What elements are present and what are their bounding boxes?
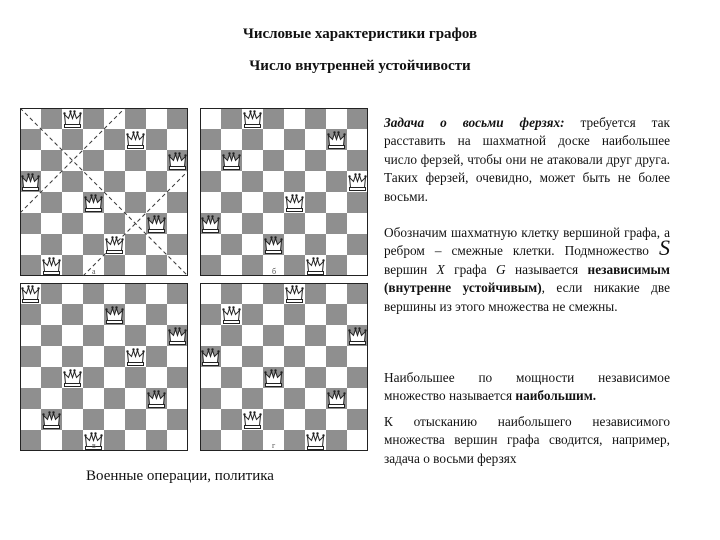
- board-square: [347, 388, 368, 409]
- board-square: [221, 283, 242, 304]
- board-square: [221, 346, 242, 367]
- board-square: [326, 430, 347, 451]
- board-square: [146, 367, 167, 388]
- board-square: [263, 213, 284, 234]
- board-square: [221, 192, 242, 213]
- board-square: [242, 367, 263, 388]
- board-square: [20, 409, 41, 430]
- board-square: [41, 108, 62, 129]
- board-square: [62, 171, 83, 192]
- board-square: [146, 346, 167, 367]
- p3-text: Наибольшее по мощности независимое множество называется: [384, 370, 670, 404]
- board-square: [242, 325, 263, 346]
- board-square: [62, 234, 83, 255]
- board-label-d: г: [272, 441, 276, 450]
- board-square: [62, 346, 83, 367]
- board-square: [263, 346, 284, 367]
- board-square: [167, 430, 188, 451]
- board-square: [62, 430, 83, 451]
- board-square: [326, 108, 347, 129]
- chessboard-c: [20, 283, 188, 451]
- board-square: [347, 129, 368, 150]
- board-square: [167, 304, 188, 325]
- board-square: [104, 346, 125, 367]
- board-square: [167, 346, 188, 367]
- board-square: [263, 325, 284, 346]
- board-square: [305, 213, 326, 234]
- board-square: [62, 192, 83, 213]
- board-square: [167, 213, 188, 234]
- board-square: [242, 388, 263, 409]
- board-square: [62, 255, 83, 276]
- board-label-c: в: [92, 441, 96, 450]
- chessboard-svg: [200, 283, 368, 451]
- board-square: [284, 213, 305, 234]
- board-square: [305, 192, 326, 213]
- board-square: [83, 346, 104, 367]
- board-square: [20, 234, 41, 255]
- board-square: [125, 325, 146, 346]
- board-square: [263, 388, 284, 409]
- board-square: [242, 150, 263, 171]
- board-square: [41, 283, 62, 304]
- board-square: [20, 325, 41, 346]
- board-square: [326, 213, 347, 234]
- board-square: [104, 255, 125, 276]
- board-square: [347, 213, 368, 234]
- board-square: [104, 325, 125, 346]
- board-square: [41, 234, 62, 255]
- board-square: [200, 304, 221, 325]
- board-square: [146, 129, 167, 150]
- board-square: [305, 129, 326, 150]
- board-square: [305, 234, 326, 255]
- board-square: [125, 409, 146, 430]
- chessboard-svg: [20, 283, 188, 451]
- caption: Военные операции, политика: [86, 468, 274, 484]
- board-square: [20, 346, 41, 367]
- board-square: [200, 409, 221, 430]
- page-subtitle: Число внутренней устойчивости: [249, 58, 471, 74]
- board-square: [146, 283, 167, 304]
- board-square: [221, 325, 242, 346]
- board-square: [263, 304, 284, 325]
- board-square: [242, 171, 263, 192]
- board-square: [200, 129, 221, 150]
- board-square: [62, 409, 83, 430]
- board-square: [200, 108, 221, 129]
- board-square: [305, 304, 326, 325]
- board-square: [284, 108, 305, 129]
- board-square: [242, 234, 263, 255]
- board-square: [326, 304, 347, 325]
- board-square: [167, 283, 188, 304]
- board-square: [263, 409, 284, 430]
- board-square: [104, 150, 125, 171]
- board-square: [83, 234, 104, 255]
- board-square: [200, 255, 221, 276]
- board-square: [347, 346, 368, 367]
- board-square: [62, 304, 83, 325]
- board-square: [125, 283, 146, 304]
- board-square: [305, 171, 326, 192]
- board-square: [347, 430, 368, 451]
- chessboard-svg: [20, 108, 188, 276]
- board-square: [146, 171, 167, 192]
- board-square: [284, 430, 305, 451]
- board-square: [20, 255, 41, 276]
- term-maximum: наибольшим.: [515, 388, 597, 404]
- board-square: [326, 150, 347, 171]
- board-square: [41, 367, 62, 388]
- board-label-b: б: [272, 267, 277, 276]
- board-square: [305, 409, 326, 430]
- board-square: [83, 388, 104, 409]
- board-square: [326, 234, 347, 255]
- board-square: [167, 108, 188, 129]
- board-square: [20, 213, 41, 234]
- board-square: [284, 325, 305, 346]
- board-square: [221, 171, 242, 192]
- board-square: [305, 388, 326, 409]
- board-square: [221, 430, 242, 451]
- board-square: [125, 430, 146, 451]
- board-square: [242, 283, 263, 304]
- board-square: [125, 255, 146, 276]
- board-square: [347, 255, 368, 276]
- board-square: [200, 234, 221, 255]
- board-square: [284, 346, 305, 367]
- board-square: [20, 304, 41, 325]
- board-square: [347, 367, 368, 388]
- board-square: [83, 304, 104, 325]
- chessboard-d: [200, 283, 368, 451]
- board-square: [305, 283, 326, 304]
- board-square: [125, 108, 146, 129]
- board-square: [200, 283, 221, 304]
- board-square: [41, 325, 62, 346]
- board-square: [284, 255, 305, 276]
- page-title: Числовые характеристики графов: [242, 26, 478, 42]
- p2-text-e: , если никакие две вершины из этого множества не смежны.: [384, 280, 670, 314]
- board-square: [125, 367, 146, 388]
- board-square: [62, 325, 83, 346]
- board-square: [167, 192, 188, 213]
- board-square: [284, 388, 305, 409]
- board-square: [263, 108, 284, 129]
- board-square: [242, 129, 263, 150]
- board-square: [242, 304, 263, 325]
- board-square: [104, 430, 125, 451]
- board-square: [263, 192, 284, 213]
- board-square: [347, 234, 368, 255]
- board-square: [146, 304, 167, 325]
- board-square: [326, 283, 347, 304]
- board-square: [347, 409, 368, 430]
- board-square: [284, 367, 305, 388]
- board-square: [167, 367, 188, 388]
- board-square: [41, 430, 62, 451]
- board-square: [200, 150, 221, 171]
- board-square: [41, 304, 62, 325]
- board-square: [284, 234, 305, 255]
- board-square: [242, 255, 263, 276]
- board-square: [284, 129, 305, 150]
- board-square: [104, 409, 125, 430]
- board-square: [83, 150, 104, 171]
- board-square: [41, 213, 62, 234]
- board-square: [284, 409, 305, 430]
- board-square: [305, 346, 326, 367]
- board-square: [146, 409, 167, 430]
- board-square: [104, 129, 125, 150]
- board-square: [62, 129, 83, 150]
- board-square: [83, 108, 104, 129]
- board-square: [347, 304, 368, 325]
- board-square: [221, 129, 242, 150]
- set-symbol-s: S: [659, 235, 670, 261]
- board-square: [326, 409, 347, 430]
- board-square: [146, 108, 167, 129]
- board-square: [83, 367, 104, 388]
- board-square: [62, 388, 83, 409]
- board-square: [41, 388, 62, 409]
- board-square: [167, 409, 188, 430]
- board-square: [263, 150, 284, 171]
- chessboard-a: [20, 108, 188, 276]
- p1-lead: Задача о восьми ферзях:: [384, 115, 565, 130]
- paragraph-reduction: К отысканию наибольшего независимого множества вершин графа сводится, например, задача о восьми ферзях: [384, 414, 670, 466]
- paragraph-maximum: [384, 369, 670, 406]
- board-square: [326, 346, 347, 367]
- board-square: [41, 346, 62, 367]
- board-square: [62, 213, 83, 234]
- board-square: [200, 430, 221, 451]
- p1-text: требуется так расставить на шахматной доске наибольшее число ферзей, чтобы они не атаковали друг друга. Таких ферзей, очевидно, может быть не более восьми.: [384, 115, 670, 204]
- board-square: [221, 255, 242, 276]
- p2-text-b: вершин: [384, 261, 437, 277]
- board-square: [20, 150, 41, 171]
- board-square: [263, 171, 284, 192]
- board-square: [221, 388, 242, 409]
- paragraph-definition: [384, 224, 670, 316]
- board-square: [347, 150, 368, 171]
- board-square: [20, 129, 41, 150]
- board-square: [221, 367, 242, 388]
- board-square: [83, 325, 104, 346]
- board-square: [305, 325, 326, 346]
- board-square: [326, 325, 347, 346]
- board-square: [167, 234, 188, 255]
- board-square: [125, 234, 146, 255]
- term-independent: независимым (внутренне устойчивым): [384, 261, 670, 296]
- board-square: [284, 171, 305, 192]
- board-square: [104, 171, 125, 192]
- board-square: [125, 150, 146, 171]
- board-square: [167, 388, 188, 409]
- board-square: [221, 213, 242, 234]
- board-square: [242, 346, 263, 367]
- board-square: [242, 430, 263, 451]
- p2-text-d: называется: [505, 261, 588, 277]
- board-square: [347, 283, 368, 304]
- board-square: [305, 367, 326, 388]
- board-square: [284, 150, 305, 171]
- board-square: [263, 283, 284, 304]
- board-square: [305, 150, 326, 171]
- board-square: [104, 283, 125, 304]
- board-square: [263, 129, 284, 150]
- board-square: [146, 255, 167, 276]
- board-square: [125, 388, 146, 409]
- p2-text-c: графа: [444, 261, 497, 277]
- board-square: [167, 129, 188, 150]
- board-square: [221, 108, 242, 129]
- board-square: [125, 192, 146, 213]
- board-square: [200, 171, 221, 192]
- board-square: [41, 150, 62, 171]
- board-square: [221, 234, 242, 255]
- board-square: [347, 108, 368, 129]
- board-square: [347, 192, 368, 213]
- board-square: [83, 409, 104, 430]
- board-square: [242, 192, 263, 213]
- board-square: [104, 367, 125, 388]
- board-square: [326, 367, 347, 388]
- board-square: [83, 283, 104, 304]
- board-square: [83, 213, 104, 234]
- board-square: [221, 409, 242, 430]
- board-square: [20, 430, 41, 451]
- board-square: [200, 388, 221, 409]
- symbol-g: G: [496, 261, 506, 277]
- chessboard-svg: [200, 108, 368, 276]
- board-square: [200, 367, 221, 388]
- symbol-x: X: [436, 261, 445, 277]
- board-square: [125, 171, 146, 192]
- board-square: [305, 108, 326, 129]
- board-square: [146, 430, 167, 451]
- paragraph-eight-queens: [384, 114, 670, 206]
- board-square: [104, 388, 125, 409]
- board-square: [146, 325, 167, 346]
- board-square: [326, 255, 347, 276]
- board-square: [200, 325, 221, 346]
- board-square: [20, 367, 41, 388]
- board-square: [242, 213, 263, 234]
- board-square: [284, 304, 305, 325]
- board-square: [200, 192, 221, 213]
- board-square: [125, 304, 146, 325]
- board-square: [326, 192, 347, 213]
- board-label-a: а: [92, 267, 96, 276]
- board-square: [326, 171, 347, 192]
- board-square: [104, 213, 125, 234]
- board-square: [41, 192, 62, 213]
- p2-text-a: Обозначим шахматную клетку вершиной графа, а ребром – смежные клетки. Подмножество: [384, 225, 670, 259]
- chessboard-b: [200, 108, 368, 276]
- board-square: [20, 388, 41, 409]
- board-square: [62, 283, 83, 304]
- board-square: [146, 150, 167, 171]
